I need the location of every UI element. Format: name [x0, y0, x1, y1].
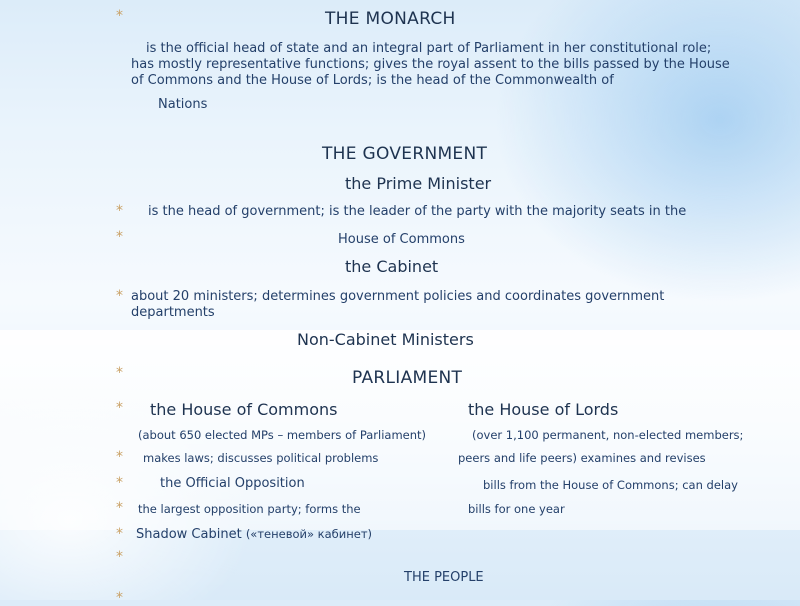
monarch-text-line-4: Nations — [158, 97, 208, 112]
prime-minister-text-line-2: House of Commons — [338, 232, 465, 247]
lords-text-line-4: bills for one year — [468, 502, 565, 516]
bullet-star: * — [116, 400, 123, 416]
bullet-star: * — [116, 590, 123, 606]
prime-minister-text-line-1: is the head of government; is the leader of the party with the majority seats in the — [148, 204, 687, 219]
monarch-text-line-3: of Commons and the House of Lords; is the head of the Commonwealth of — [131, 73, 614, 88]
lords-text-line-3: bills from the House of Commons; can delay — [483, 478, 738, 492]
commons-text-line-1: (about 650 elected MPs – members of Parliament) — [138, 428, 427, 442]
lords-text-line-2: peers and life peers) examines and revises — [458, 451, 706, 465]
cabinet-text-line-2: departments — [131, 305, 215, 320]
monarch-heading: THE MONARCH — [325, 9, 456, 29]
parliament-heading: PARLIAMENT — [352, 368, 463, 388]
bullet-star: * — [116, 526, 123, 542]
monarch-text-line-1: is the official head of state and an integral part of Parliament in her constitutional role; — [146, 41, 712, 56]
official-opposition-heading: the Official Opposition — [160, 476, 305, 491]
house-of-lords-heading: the House of Lords — [468, 400, 619, 419]
bullet-star: * — [116, 365, 123, 381]
opposition-text-line: the largest opposition party; forms the — [138, 502, 361, 516]
monarch-text-line-2: has mostly representative functions; gives the royal assent to the bills passed by the House — [131, 57, 730, 72]
bullet-star: * — [116, 475, 123, 491]
bullet-star: * — [116, 500, 123, 516]
shadow-cabinet-line — [136, 528, 372, 543]
government-heading: THE GOVERNMENT — [322, 144, 488, 164]
people-heading: THE PEOPLE — [404, 570, 484, 585]
bullet-star: * — [116, 203, 123, 219]
commons-text-line-2: makes laws; discusses political problems — [143, 451, 379, 465]
house-of-commons-heading: the House of Commons — [150, 400, 338, 419]
cabinet-text-line-1: about 20 ministers; determines government policies and coordinates government — [131, 289, 665, 304]
bullet-star: * — [116, 549, 123, 565]
bullet-star: * — [116, 229, 123, 245]
prime-minister-heading: the Prime Minister — [345, 174, 492, 193]
cabinet-heading: the Cabinet — [345, 257, 439, 276]
bullet-star: * — [116, 8, 123, 24]
shadow-cabinet-label: Shadow Cabinet — [136, 527, 242, 542]
bullet-star: * — [116, 449, 123, 465]
bullet-star: * — [116, 288, 123, 304]
lords-text-line-1: (over 1,100 permanent, non-elected members; — [472, 428, 744, 442]
shadow-cabinet-note: («теневой» кабинет) — [245, 527, 373, 541]
non-cabinet-ministers-heading: Non-Cabinet Ministers — [297, 330, 474, 349]
